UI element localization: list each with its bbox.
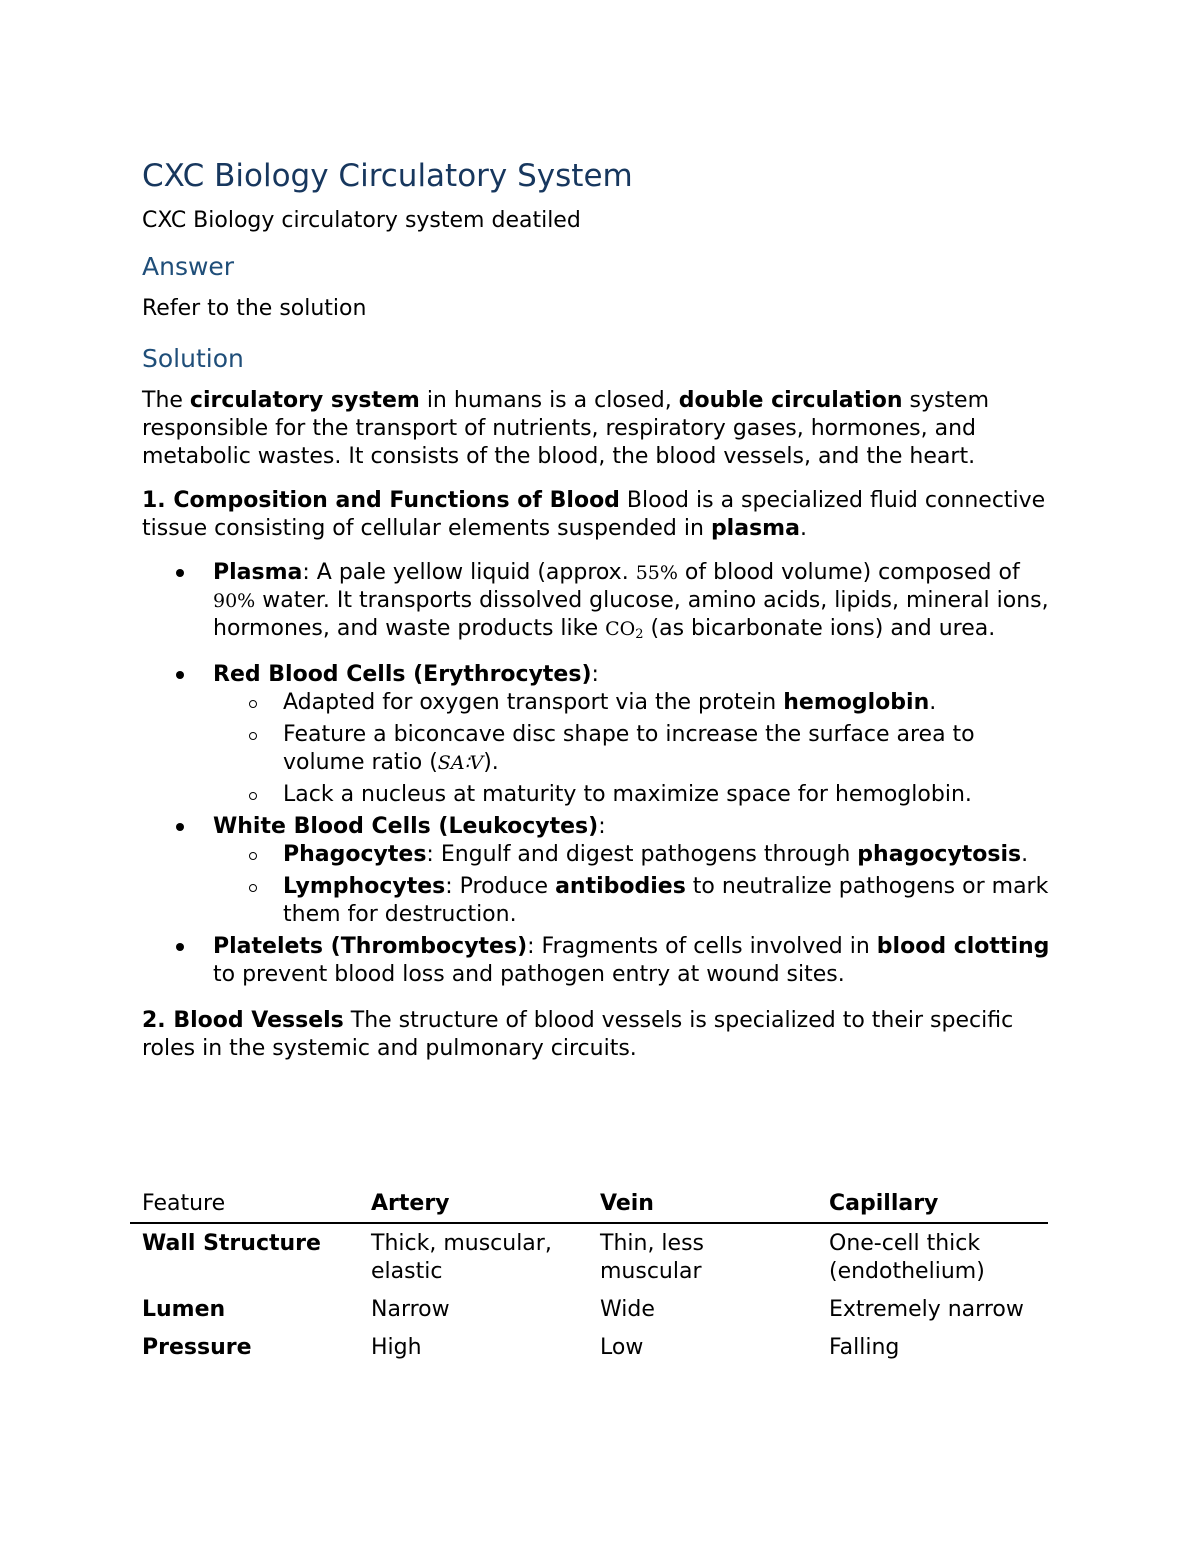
circle-bullet-icon bbox=[249, 852, 257, 860]
blood-components-list bbox=[142, 559, 1057, 989]
blood-vessels-table bbox=[130, 1190, 1048, 1366]
item-label: Plasma bbox=[213, 560, 303, 585]
section1-paragraph: 1. Composition and Functions of Blood Blood is a specialized fluid connective tissue consisting of cellular elements suspended in plasma. bbox=[142, 488, 1046, 541]
column-header: Capillary bbox=[817, 1190, 1048, 1223]
document-body bbox=[142, 155, 1057, 1079]
table-cell: Thick, muscular, elastic bbox=[371, 1231, 552, 1284]
table-row bbox=[130, 1223, 1048, 1290]
list-item-platelets: Platelets (Thrombocytes): Fragments of cells involved in blood clotting to prevent blood loss and pathogen entry at wound sites. bbox=[142, 933, 1057, 989]
circle-bullet-icon bbox=[249, 792, 257, 800]
item-label: Platelets (Thrombocytes) bbox=[213, 934, 528, 959]
table-row bbox=[130, 1290, 1048, 1328]
table-cell: Narrow bbox=[371, 1297, 450, 1322]
section2-heading: 2. Blood Vessels bbox=[142, 1008, 344, 1033]
bullet-icon bbox=[176, 823, 184, 831]
list-item: Adapted for oxygen transport via the protein hemoglobin. bbox=[142, 689, 1057, 717]
table-cell: Low bbox=[600, 1335, 644, 1360]
bullet-icon bbox=[176, 943, 184, 951]
item-label: White Blood Cells (Leukocytes) bbox=[213, 814, 599, 839]
section1-heading: 1. Composition and Functions of Blood bbox=[142, 488, 620, 513]
table-cell: Falling bbox=[829, 1335, 900, 1360]
math-co2: $CO_2$ bbox=[605, 618, 644, 642]
math-value: 55% bbox=[635, 562, 678, 584]
list-item-red-blood-cells: Red Blood Cells (Erythrocytes): Adapted for oxygen transport via the protein hemoglobin. Feature a biconcave disc shape to increase the surface area to volume ratio (SA∶V). Lack a nucleus at maturity to maximize space for hemoglobin. bbox=[142, 661, 1057, 809]
circle-bullet-icon bbox=[249, 884, 257, 892]
answer-heading: Answer bbox=[142, 252, 235, 281]
list-item: Lack a nucleus at maturity to maximize space for hemoglobin. bbox=[142, 781, 1057, 809]
item-label: Red Blood Cells (Erythrocytes) bbox=[213, 662, 592, 687]
list-item: Feature a biconcave disc shape to increase the surface area to volume ratio (SA∶V). bbox=[142, 721, 1057, 777]
list-item-plasma: Plasma: A pale yellow liquid (approx. 55% of blood volume) composed of 90% water. It transports dissolved glucose, amino acids, lipids, mineral ions, hormones, and waste products like $CO_2$ (as bicarbonate ions) and urea. bbox=[142, 559, 1057, 643]
list-item-white-blood-cells: White Blood Cells (Leukocytes): Phagocytes: Engulf and digest pathogens through phagocytosis. Lymphocytes: Produce antibodies to neutralize pathogens or mark them for destruction. bbox=[142, 813, 1057, 929]
table-cell: Extremely narrow bbox=[829, 1297, 1024, 1322]
column-header: Vein bbox=[588, 1190, 817, 1223]
circle-bullet-icon bbox=[249, 732, 257, 740]
bullet-icon bbox=[176, 569, 184, 577]
table-cell: Wide bbox=[600, 1297, 655, 1322]
document-title: CXC Biology Circulatory System bbox=[142, 158, 633, 194]
circle-bullet-icon bbox=[249, 700, 257, 708]
answer-text: Refer to the solution bbox=[142, 296, 367, 321]
table-header-row bbox=[130, 1190, 1048, 1223]
intro-paragraph: The circulatory system in humans is a closed, double circulation system responsible for the transport of nutrients, respiratory gases, hormones, and metabolic wastes. It consists of the blood, the blood vessels, and the heart. bbox=[142, 388, 990, 469]
column-header: Artery bbox=[359, 1190, 588, 1223]
table-cell: Wall Structure bbox=[142, 1231, 321, 1256]
solution-heading: Solution bbox=[142, 344, 244, 373]
section2-paragraph: 2. Blood Vessels The structure of blood vessels is specialized to their specific roles in the systemic and pulmonary circuits. bbox=[142, 1008, 1014, 1061]
table-cell: Thin, less muscular bbox=[600, 1231, 704, 1284]
math-sa-v: SA∶V bbox=[437, 752, 484, 774]
bullet-icon bbox=[176, 671, 184, 679]
table-row bbox=[130, 1328, 1048, 1366]
column-header: Feature bbox=[130, 1190, 359, 1223]
term-plasma: plasma bbox=[710, 516, 800, 541]
term-circulatory-system: circulatory system bbox=[189, 388, 420, 413]
table-cell: High bbox=[371, 1335, 422, 1360]
table-cell: Pressure bbox=[142, 1335, 252, 1360]
wbc-sublist bbox=[213, 841, 1057, 929]
math-value: 90% bbox=[213, 590, 256, 612]
term-double-circulation: double circulation bbox=[678, 388, 903, 413]
list-item: Lymphocytes: Produce antibodies to neutralize pathogens or mark them for destruction. bbox=[142, 873, 1057, 929]
list-item: Phagocytes: Engulf and digest pathogens through phagocytosis. bbox=[142, 841, 1057, 869]
rbc-sublist bbox=[213, 689, 1057, 809]
document-subtitle: CXC Biology circulatory system deatiled bbox=[142, 208, 581, 233]
table-cell: One-cell thick (endothelium) bbox=[829, 1231, 985, 1284]
table-cell: Lumen bbox=[142, 1297, 226, 1322]
